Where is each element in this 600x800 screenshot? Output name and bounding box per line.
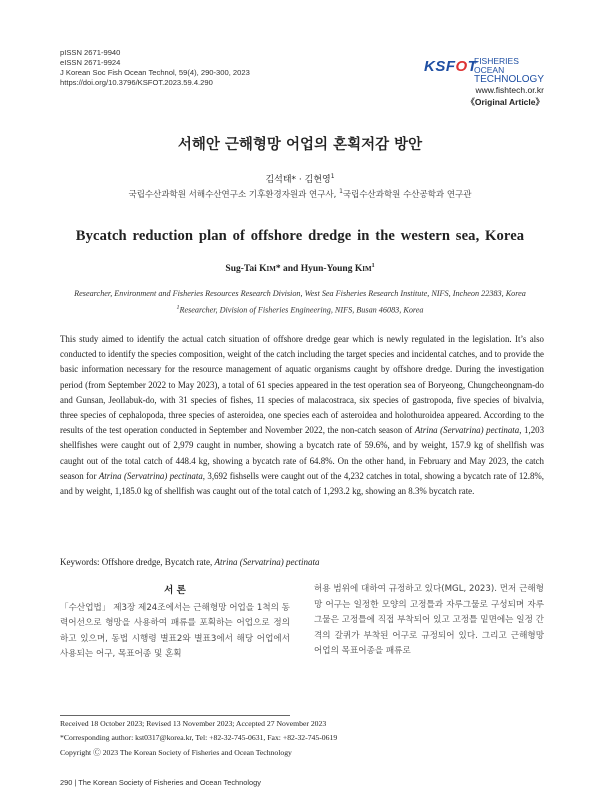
footnote-copyright: Copyright Ⓒ 2023 The Korean Society of Fisheries and Ocean Technology — [60, 748, 292, 757]
intro-left-column — [60, 583, 290, 663]
abstract: This study aimed to identify the actual catch situation of offshore dredge gear which is newly regulated in the legislation. It’s also conducted to identify the species composition, weight of the catch including the target species and incidental catches, and to provide the basic information necessary for the resource management of aquatic organisms caught by offshore dredge. During the investigation period (from September 2022 to May 2023), a total of 61 species appeared in the test operation sea of Boryeong, Chungcheongnam-do and Gunsan, Jeollabuk-do, with 31 species of fishes, 11 species of malacostraca, six species of gastropoda, five species of bivalvia, three species of cephalopoda, three species of asteroidea, one species each of asteroidea and holothuroidea appeared. According to the results of the test operation conducted in September and November 2022, the non-catch season of Atrina (Servatrina) pectinata, 1,203 shellfishes were caught out of 2,979 caught in number, showing a bycatch rate of 59.6%, and by weight, 157.9 kg of shellfish was caught out of the total catch of 448.4 kg, showing a bycatch rate of 64.8%. On the other hand, in February and May 2023, the catch season for Atrina (Servatrina) pectinata, 3,692 fishsells were caught out of the 4,232 catches in total, showing a bycatch rate of 12.8%, and by weight, 1,185.0 kg of shellfish was caught out of the total catch of 1,293.2 kg, showing an 8.3% bycatch rate. — [60, 334, 545, 497]
footnote-received: Received 18 October 2023; Revised 13 November 2023; Accepted 27 November 2023 — [60, 719, 327, 728]
doi-link[interactable]: https://doi.org/10.3796/KSFOT.2023.59.4.290 — [60, 78, 213, 87]
authors-korean: 김석태* · 김현영$^1$ — [265, 173, 335, 185]
journal-logo — [424, 56, 545, 85]
footnote-corresponding: *Corresponding author: kst0317@korea.kr, Tel: +82-32-745-0631, Fax: +82-32-745-0619 — [60, 733, 338, 742]
affiliation-korean: 국립수산과학원 서해수산연구소 기후환경자원과 연구사, $^1$국립수산과학원 수산공학과 연구관 — [128, 188, 472, 200]
title-english: Bycatch reduction plan of offshore dredge in the western sea, Korea — [75, 228, 525, 244]
title-korean: 서해안 근해형망 어업의 혼획저감 방안 — [177, 137, 423, 153]
article-type: 《Original Article》 — [466, 97, 544, 107]
section-heading-intro: 서 론 — [164, 585, 186, 596]
citation: J Korean Soc Fish Ocean Technol, 59(4), 290-300, 2023 — [60, 68, 250, 77]
pissn: pISSN 2671-9940 — [60, 48, 121, 57]
affiliation-english-2: $^1$Researcher, Division of Fisheries Engineering, NIFS, Busan 46083, Korea — [176, 305, 424, 315]
logo-mark: KSFOT — [424, 58, 478, 75]
page-footer: 290 | The Korean Society of Fisheries and Ocean Technology — [60, 778, 261, 787]
keywords: Keywords: Offshore dredge, Bycatch rate, Atrina (Servatrina) pectinata — [60, 557, 320, 567]
logo-text: FISHERIES OCEAN TECHNOLOGY — [474, 56, 545, 85]
journal-meta — [60, 48, 250, 88]
affiliation-english-1: Researcher, Environment and Fisheries Resources Research Division, West Sea Fisheries Research Institute, NIFS, Incheon 22383, Korea — [74, 289, 526, 298]
eissn: eISSN 2671-9924 — [60, 58, 121, 67]
journal-website[interactable]: www.fishtech.or.kr — [475, 85, 544, 95]
intro-right-column: 허용 범위에 대하여 규정하고 있다(MGL, 2023). 먼저 근해형망 어구는 일정한 모양의 고정틀과 자루그물로 구성되며 자루그물은 고정틀에 직접 부착되어 있고 고정틀 밑면에는 일정 간격의 갈퀴가 부착된 어구로 규정되어 있다. 그리고 근해형망 어업의 목표어종을 패류로 — [314, 584, 544, 657]
intro-text-left: 「수산업법」 제3장 제24조에서는 근해형망 어업을 1척의 동력어선으로 형망을 사용하여 패류를 포획하는 어업으로 정의하고 있으며, 동법 시행령 별표2와 별표3에서 해당 어업에서 사용되는 어구, 목표어종 및 혼획 — [60, 602, 290, 660]
authors-english: Sug-Tai Kim* and Hyun-Young Kim$^1$ — [225, 263, 375, 275]
footnote-divider — [60, 715, 290, 716]
